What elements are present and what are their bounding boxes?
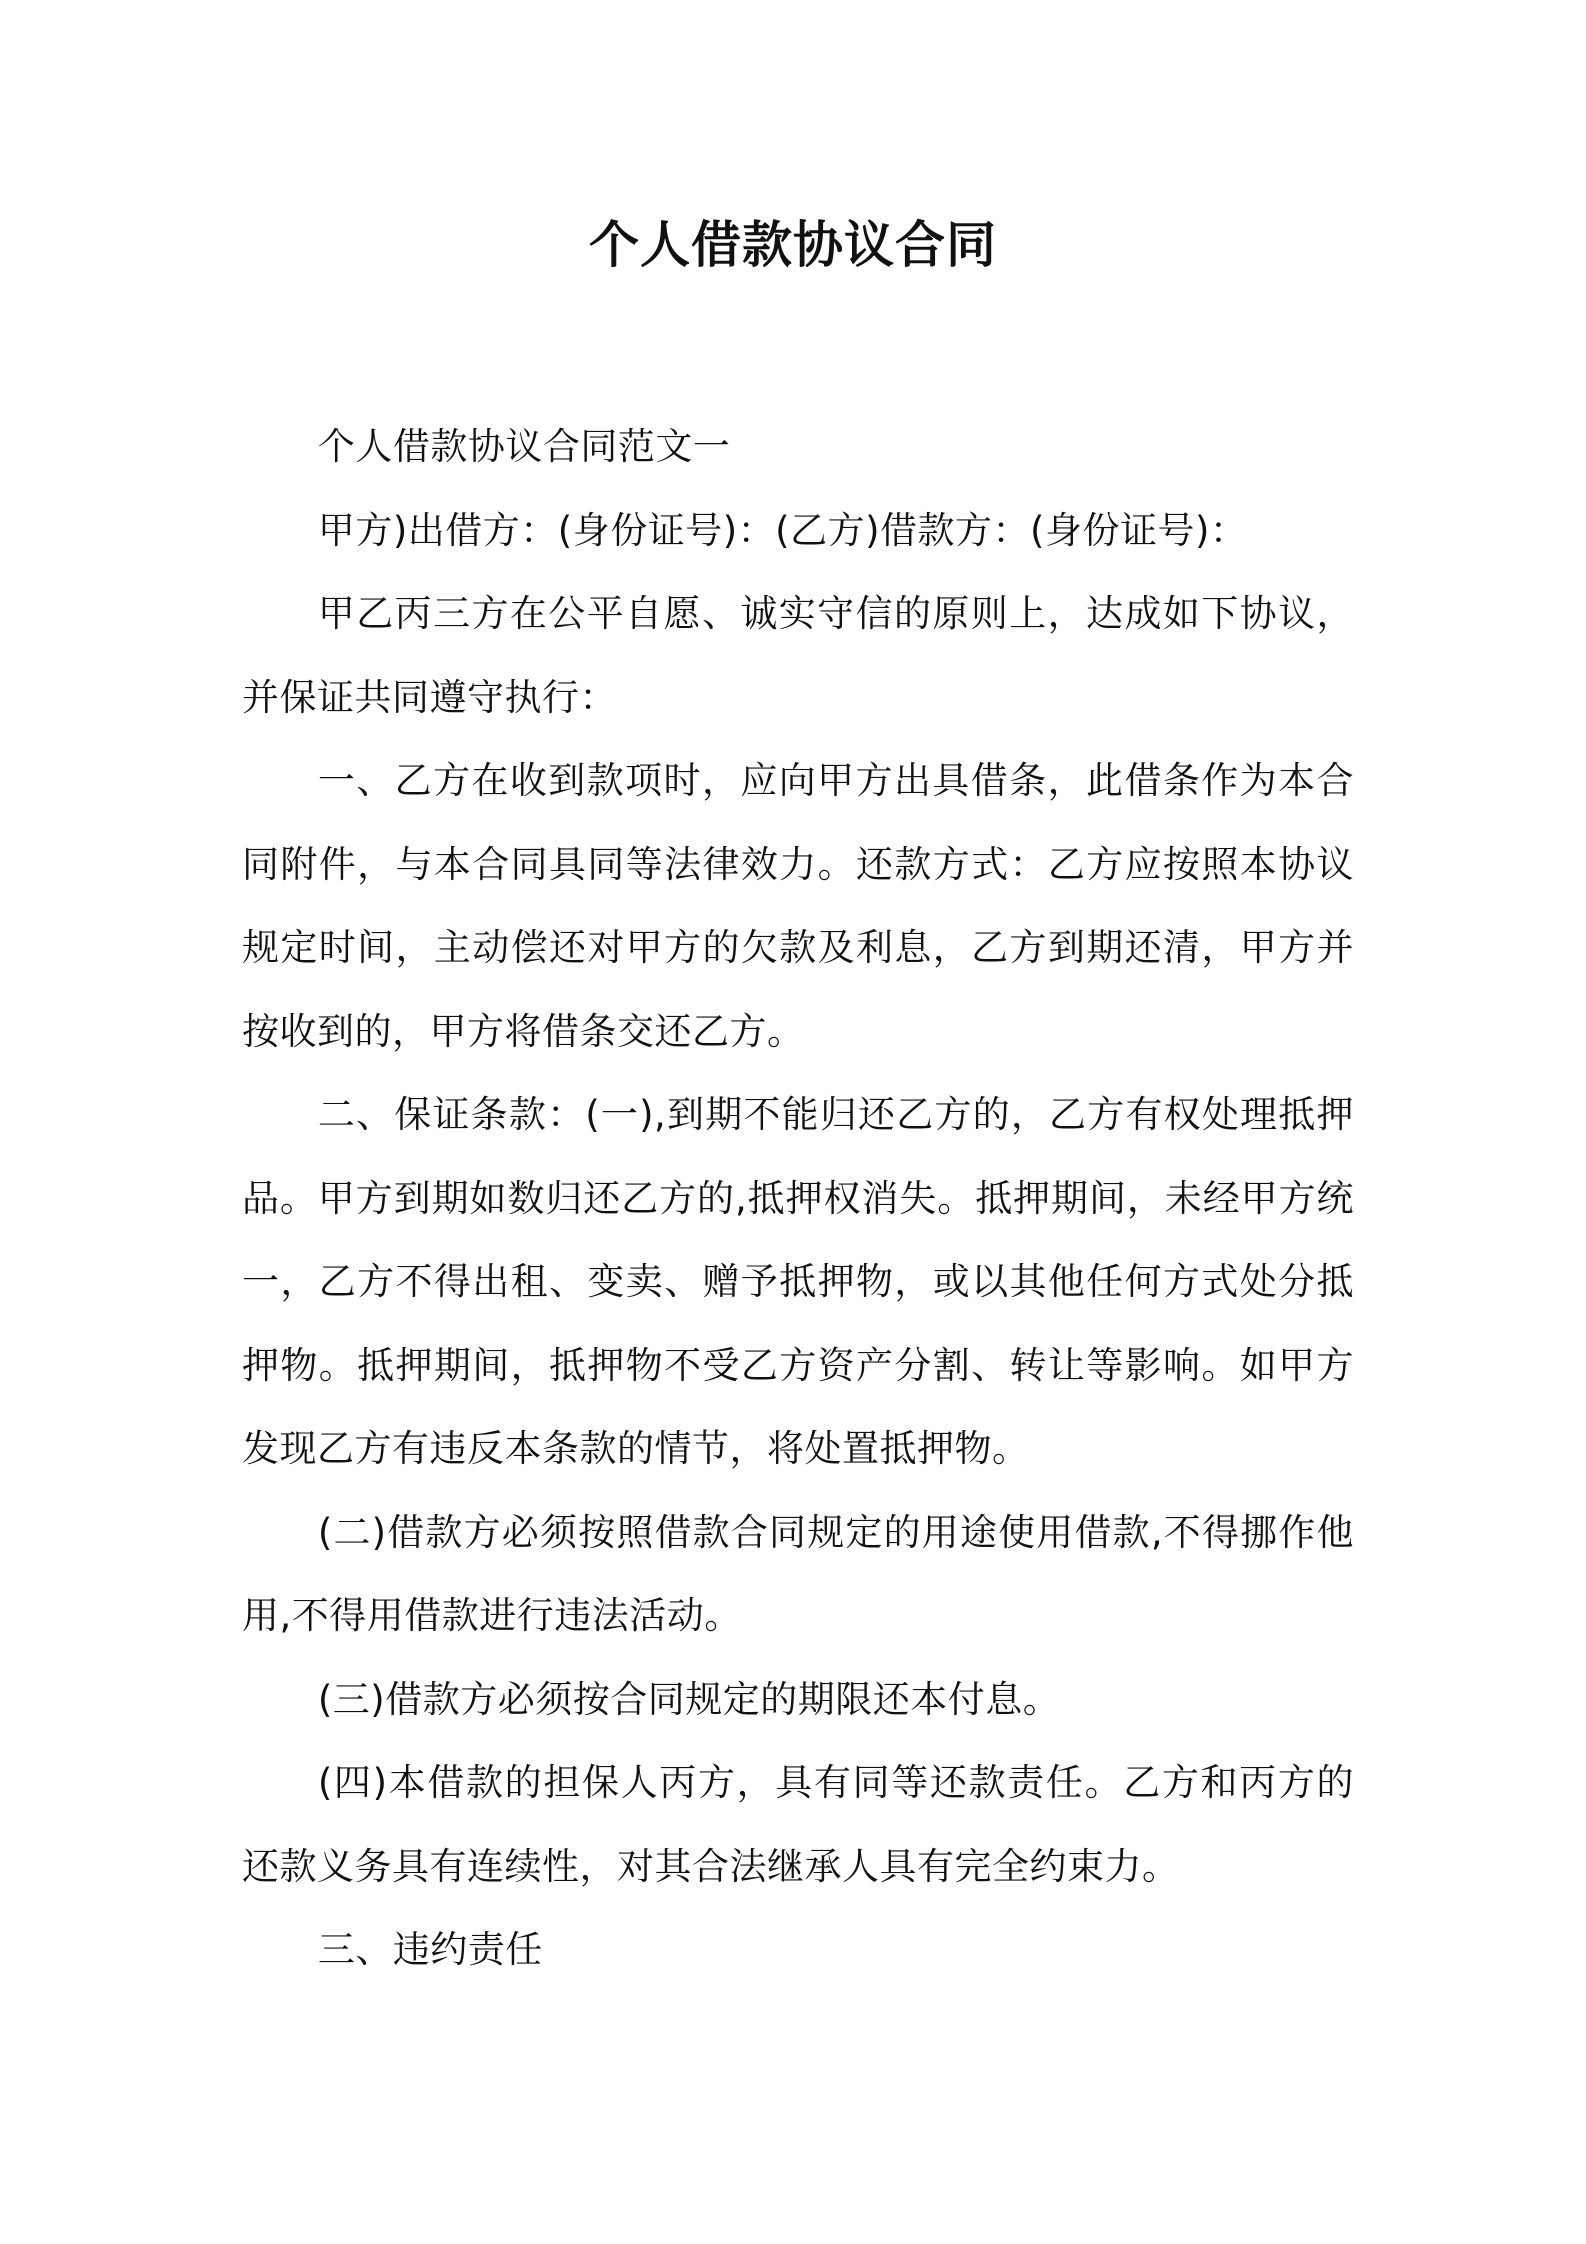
paragraph-clause-3-heading: 三、违约责任 xyxy=(317,1928,543,1971)
paragraph-parties: 甲方)出借方：(身份证号)：(乙方)借款方：(身份证号)： xyxy=(317,508,1248,552)
document-title: 个人借款协议合同 xyxy=(589,216,997,274)
paragraph-clause-2-3: (三)借款方必须按合同规定的期限还本付息。 xyxy=(317,1677,1061,1721)
paragraph-clause-1: 一、乙方在收到款项时，应向甲方出具借条，此借条作为本合同附件，与本合同具同等法律效力。还款方式：乙方应按照本协议规定时间，主动偿还对甲方的欠款及利息，乙方到期还清，甲方并按收到的，甲方将借条交还乙方。 xyxy=(242,759,1354,1053)
paragraph-preamble: 甲乙丙三方在公平自愿、诚实守信的原则上，达成如下协议，并保证共同遵守执行： xyxy=(242,592,1354,719)
paragraph-clause-2-4: (四)本借款的担保人丙方，具有同等还款责任。乙方和丙方的还款义务具有连续性，对其合法继承人具有完全约束力。 xyxy=(242,1761,1354,1888)
paragraph-sample-heading: 个人借款协议合同范文一 xyxy=(317,425,731,468)
paragraph-clause-2-1: 二、保证条款：(一),到期不能归还乙方的，乙方有权处理抵押品。甲方到期如数归还乙方的,抵押权消失。抵押期间，未经甲方统一，乙方不得出租、变卖、赠予抵押物，或以其他任何方式处分抵押物。抵押期间，抵押物不受乙方资产分割、转让等影响。如甲方发现乙方有违反本条款的情节，将处置抵押物。 xyxy=(242,1093,1354,1470)
paragraph-clause-2-2: (二)借款方必须按照借款合同规定的用途使用借款,不得挪作他用,不得用借款进行违法活动。 xyxy=(242,1510,1354,1637)
document-body xyxy=(242,405,1354,1992)
